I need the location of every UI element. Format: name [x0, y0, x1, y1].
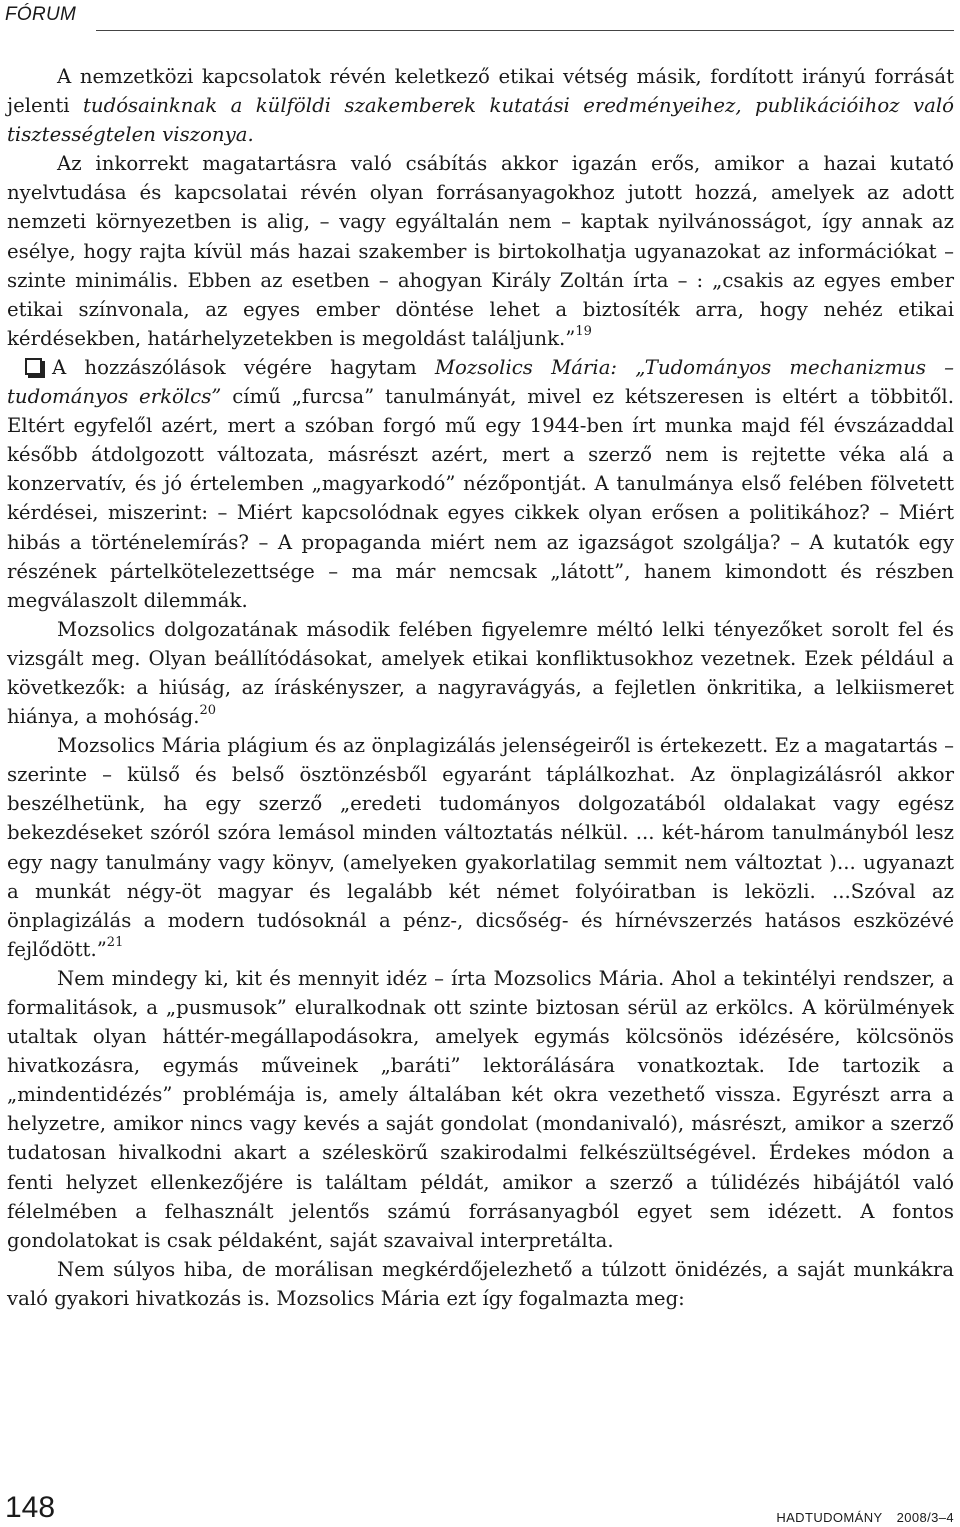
paragraph-7-text: Nem súlyos hiba, de morálisan megkérdőjelezhető a túlzott önidézés, a saját munkákra való gyakori hivatkozás is. Mozsolics Mária ezt így fogalmazta meg:: [7, 1257, 954, 1310]
paragraph-5-text: Mozsolics Mária plágium és az önplagizálás jelenségeiről is értekezett. Ez a magatartás – szerinte – külső és belső ösztönzésből egyaránt táplálkozhat. Az önplagizálásról akkor beszélhetünk, ha egy szerző „eredeti tudományos dolgozatából oldalakat vagy egész bekezdéseket szóról szóra lemásol minden változtatás nélkül. ... két-három tanulmányból lesz egy nagy tanulmány vagy könyv, (amelyeken gyakorlatilag semmit nem változtat )... ugyanazt a munkát négy-öt magyar és legalább két német folyóiratban is leközli. ...Szóval az önplagizálás a modern tudósoknál a pénz-, dicsőség- és hírnévszerzés hatásos eszközévé fejlődött.”: [7, 734, 954, 961]
paragraph-2-text: Az inkorrekt magatartásra való csábítás akkor igazán erős, amikor a hazai kutató nyelvtudása és kapcsolatai révén olyan forrásanyagokhoz jutott hozzá, amelyek az adott nemzeti környezetben is alig, – vagy egyáltalán nem – kaptak nyilvánosságot, így annak az esélye, hogy rajta kívül más hazai szakember is birtokolhatja ugyanazokat az információkat – szinte minimális. Ebben az esetben – ahogyan Király Zoltán írta – : „csakis az egyes ember etikai színvonala, az egyes ember döntése lehet a biztosíték arra, hogy nehéz etikai kérdésekben, határhelyzetekben is megoldást találjunk.”: [7, 152, 954, 350]
footnote-ref-19: 19: [575, 324, 592, 340]
article-body: [7, 62, 954, 1313]
paragraph-3-text-cont: című „furcsa” tanulmányát, mivel ez kétszeresen is eltért a többitől. Eltért egyfelől azért, mert a szóban forgó mű egy 1944-ben írt munka majd fél évszázaddal később átdolgozott változata, másrészt azért, mert a szerző nem is rejtette véka alá a konzervatív, és jó értelemben „magyarkodó” nézőpontját. A tanulmánya első felében fölvetett kérdései, miszerint: – Miért kapcsolódnak egyes cikkek olyan erősen a politikához? – Miért hibás a történelemírás? – A propaganda miért nem az igazságot szolgálja? – A kutatók egy részének pártelkötelezettsége – ma már nemcsak „látott”, hanem kimondott és részben megválaszolt dilemmák.: [7, 385, 954, 612]
paragraph-6-text: Nem mindegy ki, kit és mennyit idéz – írta Mozsolics Mária. Ahol a tekintélyi rendszer, a formalitások, a „pusmusok” eluralkodnak ott szinte biztosan sérül az erkölcs. A körülmények utaltak olyan háttér-megállapodásokra, amelyek egymás kölcsönös idézésére, kölcsönös hivatkozásra, egymás műveinek „baráti” lektorálására vonatkoztak. Ide tartozik a „mindentidézés” problémája is, amely általában két okra vezethető vissza. Egyrészt arra a helyzetre, amikor nincs vagy kevés a saját gondolat (mondanivaló), másrészt, amikor a szerző tudatosan hivalkodni akart a széleskörű szakirodalmi felkészültségével. Érdekes módon a fenti helyzet ellenkezőjére is találtam példát, amikor a szerző a túlidézés hibájától való félelmében a felhasznált jelentős számú forrásanyagból egyet sem idézett. A fontos gondolatokat is csak példaként, saját szavaival interpretálta.: [7, 966, 954, 1252]
paragraph-4-text: Mozsolics dolgozatának második felében figyelemre méltó lelki tényezőket sorolt fel és vizsgált meg. Olyan beállítódásokat, amelyek etikai konfliktusokhoz vezetnek. Ezek például a következők: a hiúság, az íráskényszer, a nagyravágyás, a fejletlen önkritika, a lelkiismeret hiánya, a mohóság.: [7, 617, 954, 729]
paragraph-6: [7, 964, 954, 1255]
paragraph-1-italic: tudósainknak a külföldi szakemberek kutatási eredményeihez, publikációihoz való tisztességtelen viszonya.: [7, 94, 954, 147]
paragraph-2: [7, 149, 954, 353]
footnote-ref-20: 20: [199, 702, 217, 718]
journal-footer: [762, 1510, 954, 1525]
paragraph-3-title-italic: Mozsolics Mária: „Tudományos mechanizmus – tudományos erkölcs”: [7, 355, 954, 409]
section-header: FÓRUM: [5, 4, 77, 25]
paragraph-3: [7, 353, 954, 615]
page-number: 148: [5, 1491, 56, 1524]
paragraph-7: [7, 1255, 954, 1313]
paragraph-3-text: A hozzászólások végére hagytam: [52, 355, 435, 379]
paragraph-1-text: A nemzetközi kapcsolatok révén keletkező etikai vétség másik, fordított irányú forrását jelenti: [7, 65, 954, 118]
journal-issue: 2008/3–4: [896, 1510, 954, 1525]
journal-name: HADTUDOMÁNY: [776, 1510, 883, 1525]
paragraph-1: [7, 62, 954, 149]
paragraph-5: [7, 731, 954, 964]
paragraph-4: [7, 615, 954, 731]
section-box-icon: [25, 358, 42, 375]
header-rule: [96, 30, 954, 31]
footnote-ref-21: 21: [106, 935, 124, 951]
